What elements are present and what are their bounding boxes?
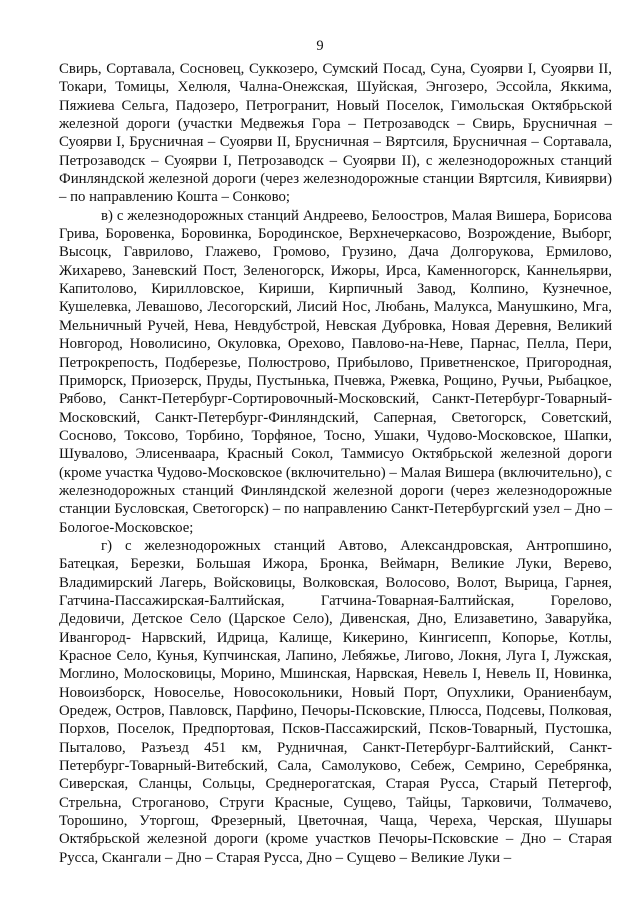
paragraph-item-v: в) с железнодорожных станций Андреево, Белоостров, Малая Вишера, Борисова Грива, Боровенка, Боровинка, Бородинское, Верхнечеркасово, Возрождение, Выборг, Высоцк, Гаврилово, Глажево, Громово, Грузино, Дача Долгорукова, Ермилово, Жихарево, Заневский Пост, Зеленогорск, Ижоры, Ирса, Каменногорск, Каннельярви, Капитолово, Кирилловское, Кириши, Кирпичный Завод, Колпино, Кузнечное, Кушелевка, Левашово, Лесогорский, Лисий Нос, Любань, Малукса, Манушкино, Мга, Мельничный Ручей, Нева, Невдубстрой, Невская Дубровка, Новая Деревня, Великий Новгород, Новолисино, Окуловка, Орехово, Павлово-на-Неве, Парнас, Пелла, Пери, Петрокрепость, Подберезье, Полюстрово, Прибылово, Приветненское, Пригородная, Приморск, Приозерск, Пруды, Пустынька, Пчевжа, Ржевка, Рощино, Ручьи, Рыбацкое, Рябово, Санкт-Петербург-Сортировочный-Московский, Санкт-Петербург-Товарный-Московский, Санкт-Петербург-Финляндский, Саперная, Светогорск, Советский, Сосново, Токсово, Торбино, Торфяное, Тосно, Ушаки, Чудово-Московское, Шапки, Шувалово, Элисенваара, Красный Сокол, Таммисуо Октябрьской железной дороги (кроме участка Чудово-Московское (включительно) – Малая Вишера (включительно), с железнодорожных станций Финляндской железной дороги (через железнодорожные станции Бусловская, Светогорск) – по направлению Санкт-Петербургский узел – Дно – Бологое-Московское; — [59, 207, 612, 536]
paragraph-continuation: Свирь, Сортавала, Сосновец, Суккозеро, Сумский Посад, Суна, Суоярви I, Суоярви II, Токари, Томицы, Хелюля, Чална-Онежская, Шуйская, Энгозеро, Эссойла, Яккима, Пяжиева Сельга, Падозеро, Петрогранит, Новый Поселок, Гимольская Октябрьской железной дороги (участки Медвежья Гора – Петрозаводск – Свирь, Брусничная – Суоярви I, Брусничная – Суоярви II, Брусничная – Вяртсиля, Брусничная – Сортавала, Петрозаводск – Суоярви I, Петрозаводск – Суоярви II), с железнодорожных станций Финляндской железной дороги (через железнодорожные станции Вяртсиля, Кивиярви) – по направлению Кошта – Сонково; — [59, 61, 612, 206]
page-number: 9 — [316, 38, 324, 54]
body-text — [59, 60, 612, 867]
paragraph-item-g: г) с железнодорожных станций Автово, Александровская, Антропшино, Батецкая, Березки, Большая Ижора, Бронка, Веймарн, Великие Луки, Верево, Владимирский Лагерь, Войсковицы, Волковская, Волосово, Волот, Вырица, Гарнея, Гатчина-Пассажирская-Балтийская, Гатчина-Товарная-Балтийская, Горелово, Дедовичи, Детское Село (Царское Село), Дивенская, Дно, Елизаветино, Заваруйка, Ивангород- Нарвский, Идрица, Калище, Кикерино, Кингисепп, Копорье, Котлы, Красное Село, Кунья, Купчинская, Лапино, Лебяжье, Лигово, Локня, Луга I, Лужская, Моглино, Молосковицы, Морино, Мшинская, Нарвская, Невель I, Невель II, Новинка, Новоизборск, Новоселье, Новосокольники, Новый Порт, Опухлики, Ораниенбаум, Оредеж, Остров, Павловск, Парфино, Печоры-Псковские, Плюсса, Подсевы, Полковая, Порхов, Поселок, Предпортовая, Псков-Пассажирский, Псков-Товарный, Пустошка, Пыталово, Разъезд 451 км, Рудничная, Санкт-Петербург-Балтийский, Санкт-Петербург-Товарный-Витебский, Сала, Самолуково, Себеж, Семрино, Серебрянка, Сиверская, Сланцы, Сольцы, Среднерогатская, Старая Русса, Старый Петергоф, Стрельна, Строганово, Струги Красные, Сущево, Тайцы, Тарковичи, Толмачево, Торошино, Уторгош, Фрезерный, Цветочная, Чаща, Череха, Черская, Шушары Октябрьской железной дороги (кроме участков Печоры-Псковские – Дно – Старая Русса, Скангали – Дно – Старая Русса, Дно – Сущево – Великие Луки – — [59, 537, 612, 866]
